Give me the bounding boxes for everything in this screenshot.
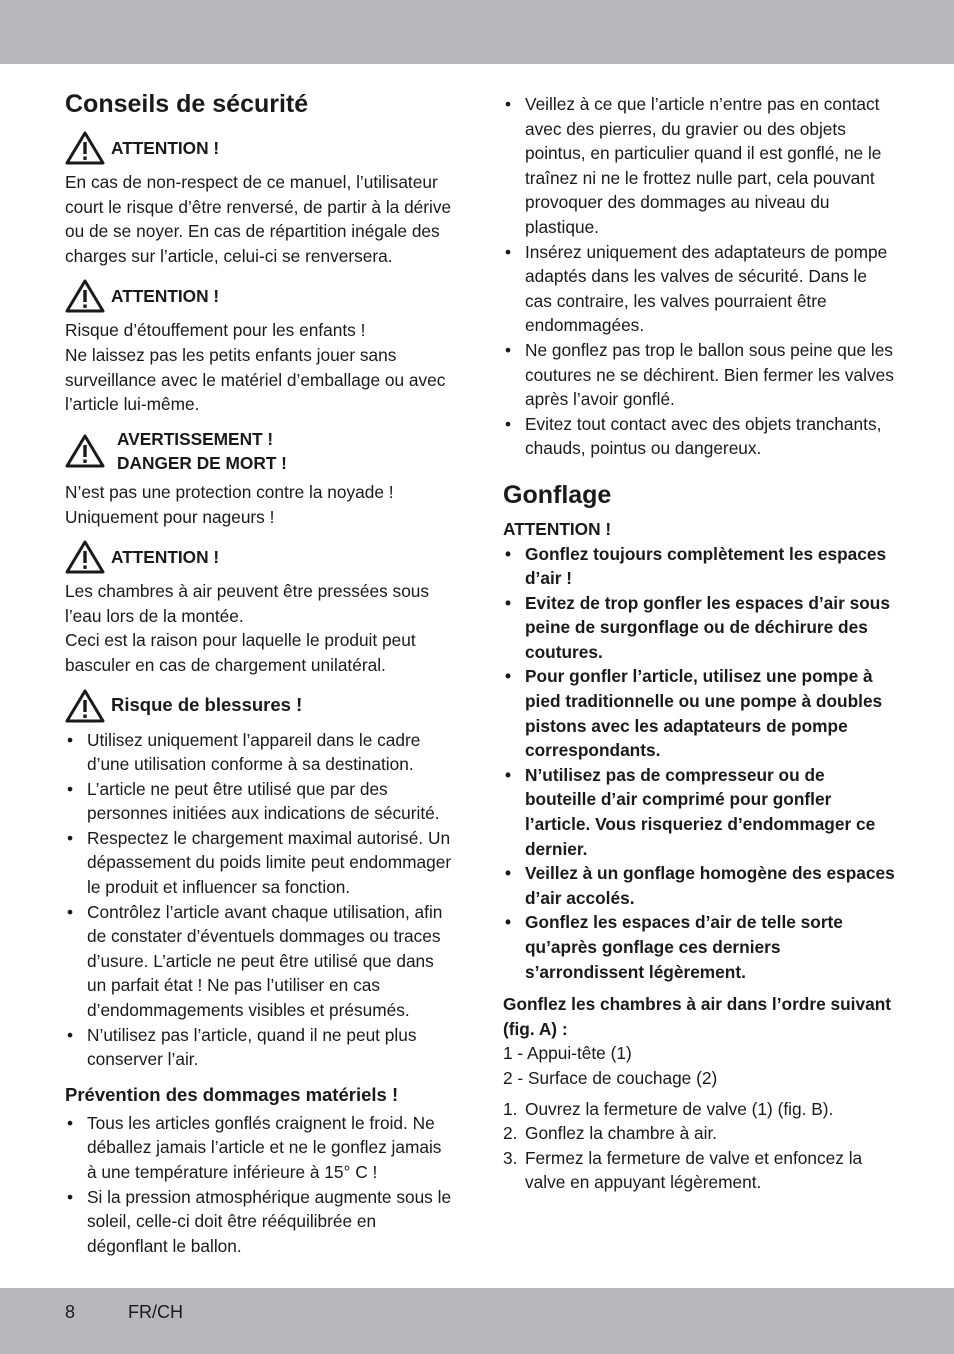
list-item: • Gonflez toujours complètement les espaces d’air ! (503, 542, 895, 591)
warning-text: Risque d’étouffement pour les enfants ! (65, 320, 366, 341)
page-language: FR/CH (128, 1302, 183, 1322)
prevention-list-continued (503, 92, 895, 461)
list-item: • Utilisez uniquement l’appareil dans le cadre d’une utilisation conforme à sa destination. (65, 728, 455, 777)
list-item: • Contrôlez l’article avant chaque utilisation, afin de constater d’éventuels dommages ou traces d’usure. L’article ne peut être utilisé que dans un parfait état ! Ne pas l’utiliser en cas d’endommagements visibles et présumés. (65, 900, 455, 1023)
attention-label: ATTENTION ! (503, 518, 612, 539)
order-item: 2 - Surface de couchage (2) (503, 1067, 718, 1088)
list-item: • Ne gonflez pas trop le ballon sous peine que les coutures ne se déchirent. Bien fermer les valves après l’avoir gonflé. (503, 338, 895, 412)
list-item: 3. Fermez la fermeture de valve et enfoncez la valve en appuyant légèrement. (503, 1147, 863, 1193)
section-title-safety: Conseils de sécurité (65, 90, 309, 118)
warning-text: En cas de non-respect de ce manuel, l’utilisateur court le risque d’être renversé, de partir à la dérive ou de se noyer. En cas de répartition inégale des charges sur l’article, celui-ci se renversera. (65, 172, 452, 266)
warning-block-3 (65, 427, 455, 476)
list-item: • Insérez uniquement des adaptateurs de pompe adaptés dans les valves de sécurité. Dans le cas contraire, les valves pourraient être endommagées. (503, 240, 895, 338)
list-item: 2. Gonflez la chambre à air. (503, 1123, 718, 1144)
warning-label: DANGER DE MORT ! (117, 453, 287, 474)
prevention-list (65, 1111, 455, 1259)
list-item: • Si la pression atmosphérique augmente sous le soleil, celle-ci doit être rééquilibrée en dégonflant le ballon. (65, 1185, 455, 1259)
warning-text: N’est pas une protection contre la noyade ! (65, 481, 394, 502)
section-title-gonflage: Gonflage (503, 480, 612, 509)
warning-icon (65, 539, 105, 575)
injury-list (65, 728, 455, 1072)
warning-block-2 (65, 278, 455, 314)
header-bar (0, 0, 954, 64)
list-item: • Pour gonfler l’article, utilisez une pompe à pied traditionnelle ou une pompe à doubles pistons avec les adaptateurs de pompe correspondants. (503, 664, 895, 762)
list-item: 1. Ouvrez la fermeture de valve (1) (fig. B). (503, 1098, 834, 1119)
gonflage-list (503, 542, 895, 985)
warning-label: ATTENTION ! (111, 137, 220, 158)
warning-block-4 (65, 539, 455, 575)
warning-text: Uniquement pour nageurs ! (65, 506, 275, 527)
list-item: • N’utilisez pas l’article, quand il ne peut plus conserver l’air. (65, 1023, 455, 1072)
warning-text: Ceci est la raison pour laquelle le produit peut basculer en cas de chargement unilatéral. (65, 630, 416, 675)
warning-block-injury (65, 688, 455, 724)
list-item: • N’utilisez pas de compresseur ou de bouteille d’air comprimé pour gonfler l’article. Vous risqueriez d’endommager ce dernier. (503, 763, 895, 861)
list-item: • Evitez tout contact avec des objets tranchants, chauds, pointus ou dangereux. (503, 412, 895, 461)
warning-label: ATTENTION ! (111, 546, 220, 567)
warning-icon (65, 688, 105, 724)
order-title: Gonflez les chambres à air dans l’ordre suivant (fig. A) : (503, 994, 892, 1039)
warning-text: Ne laissez pas les petits enfants jouer sans surveillance avec le matériel d’emballage ou avec l’article lui-même. (65, 344, 446, 415)
list-item: • Veillez à ce que l’article n’entre pas en contact avec des pierres, du gravier ou des objets pointus, en particulier quand il est gonflé, ne le traînez ni ne le frottez nulle part, cela pouvant provoquer des dommages au niveau du plastique. (503, 92, 895, 240)
warning-block-1 (65, 130, 455, 166)
warning-label: Risque de blessures ! (111, 694, 303, 716)
list-item: • Veillez à un gonflage homogène des espaces d’air accolés. (503, 861, 895, 910)
section-subtitle-prevention: Prévention des dommages matériels ! (65, 1083, 399, 1105)
warning-label: ATTENTION ! (111, 286, 220, 307)
steps-list (503, 1097, 895, 1195)
warning-icon (65, 433, 105, 469)
warning-icon (65, 130, 105, 166)
list-item: • Evitez de trop gonfler les espaces d’air sous peine de surgonflage ou de déchirure des coutures. (503, 591, 895, 665)
list-item: • Gonflez les espaces d’air de telle sorte qu’après gonflage ces derniers s’arrondissent légèrement. (503, 910, 895, 984)
warning-icon (65, 278, 105, 314)
page-number: 8 (65, 1302, 76, 1322)
warning-label: AVERTISSEMENT ! (117, 428, 274, 449)
list-item: • Respectez le chargement maximal autorisé. Un dépassement du poids limite peut endommager le produit et influencer sa fonction. (65, 826, 455, 900)
order-item: 1 - Appui-tête (1) (503, 1043, 632, 1064)
list-item: • Tous les articles gonflés craignent le froid. Ne déballez jamais l’article et ne le gonflez jamais à une température inférieure à 15° C ! (65, 1111, 455, 1185)
right-column (503, 92, 895, 1195)
list-item: • L’article ne peut être utilisé que par des personnes initiées aux indications de sécurité. (65, 777, 455, 826)
left-column (65, 88, 455, 1258)
warning-text: Les chambres à air peuvent être pressées sous l’eau lors de la montée. (65, 581, 430, 626)
